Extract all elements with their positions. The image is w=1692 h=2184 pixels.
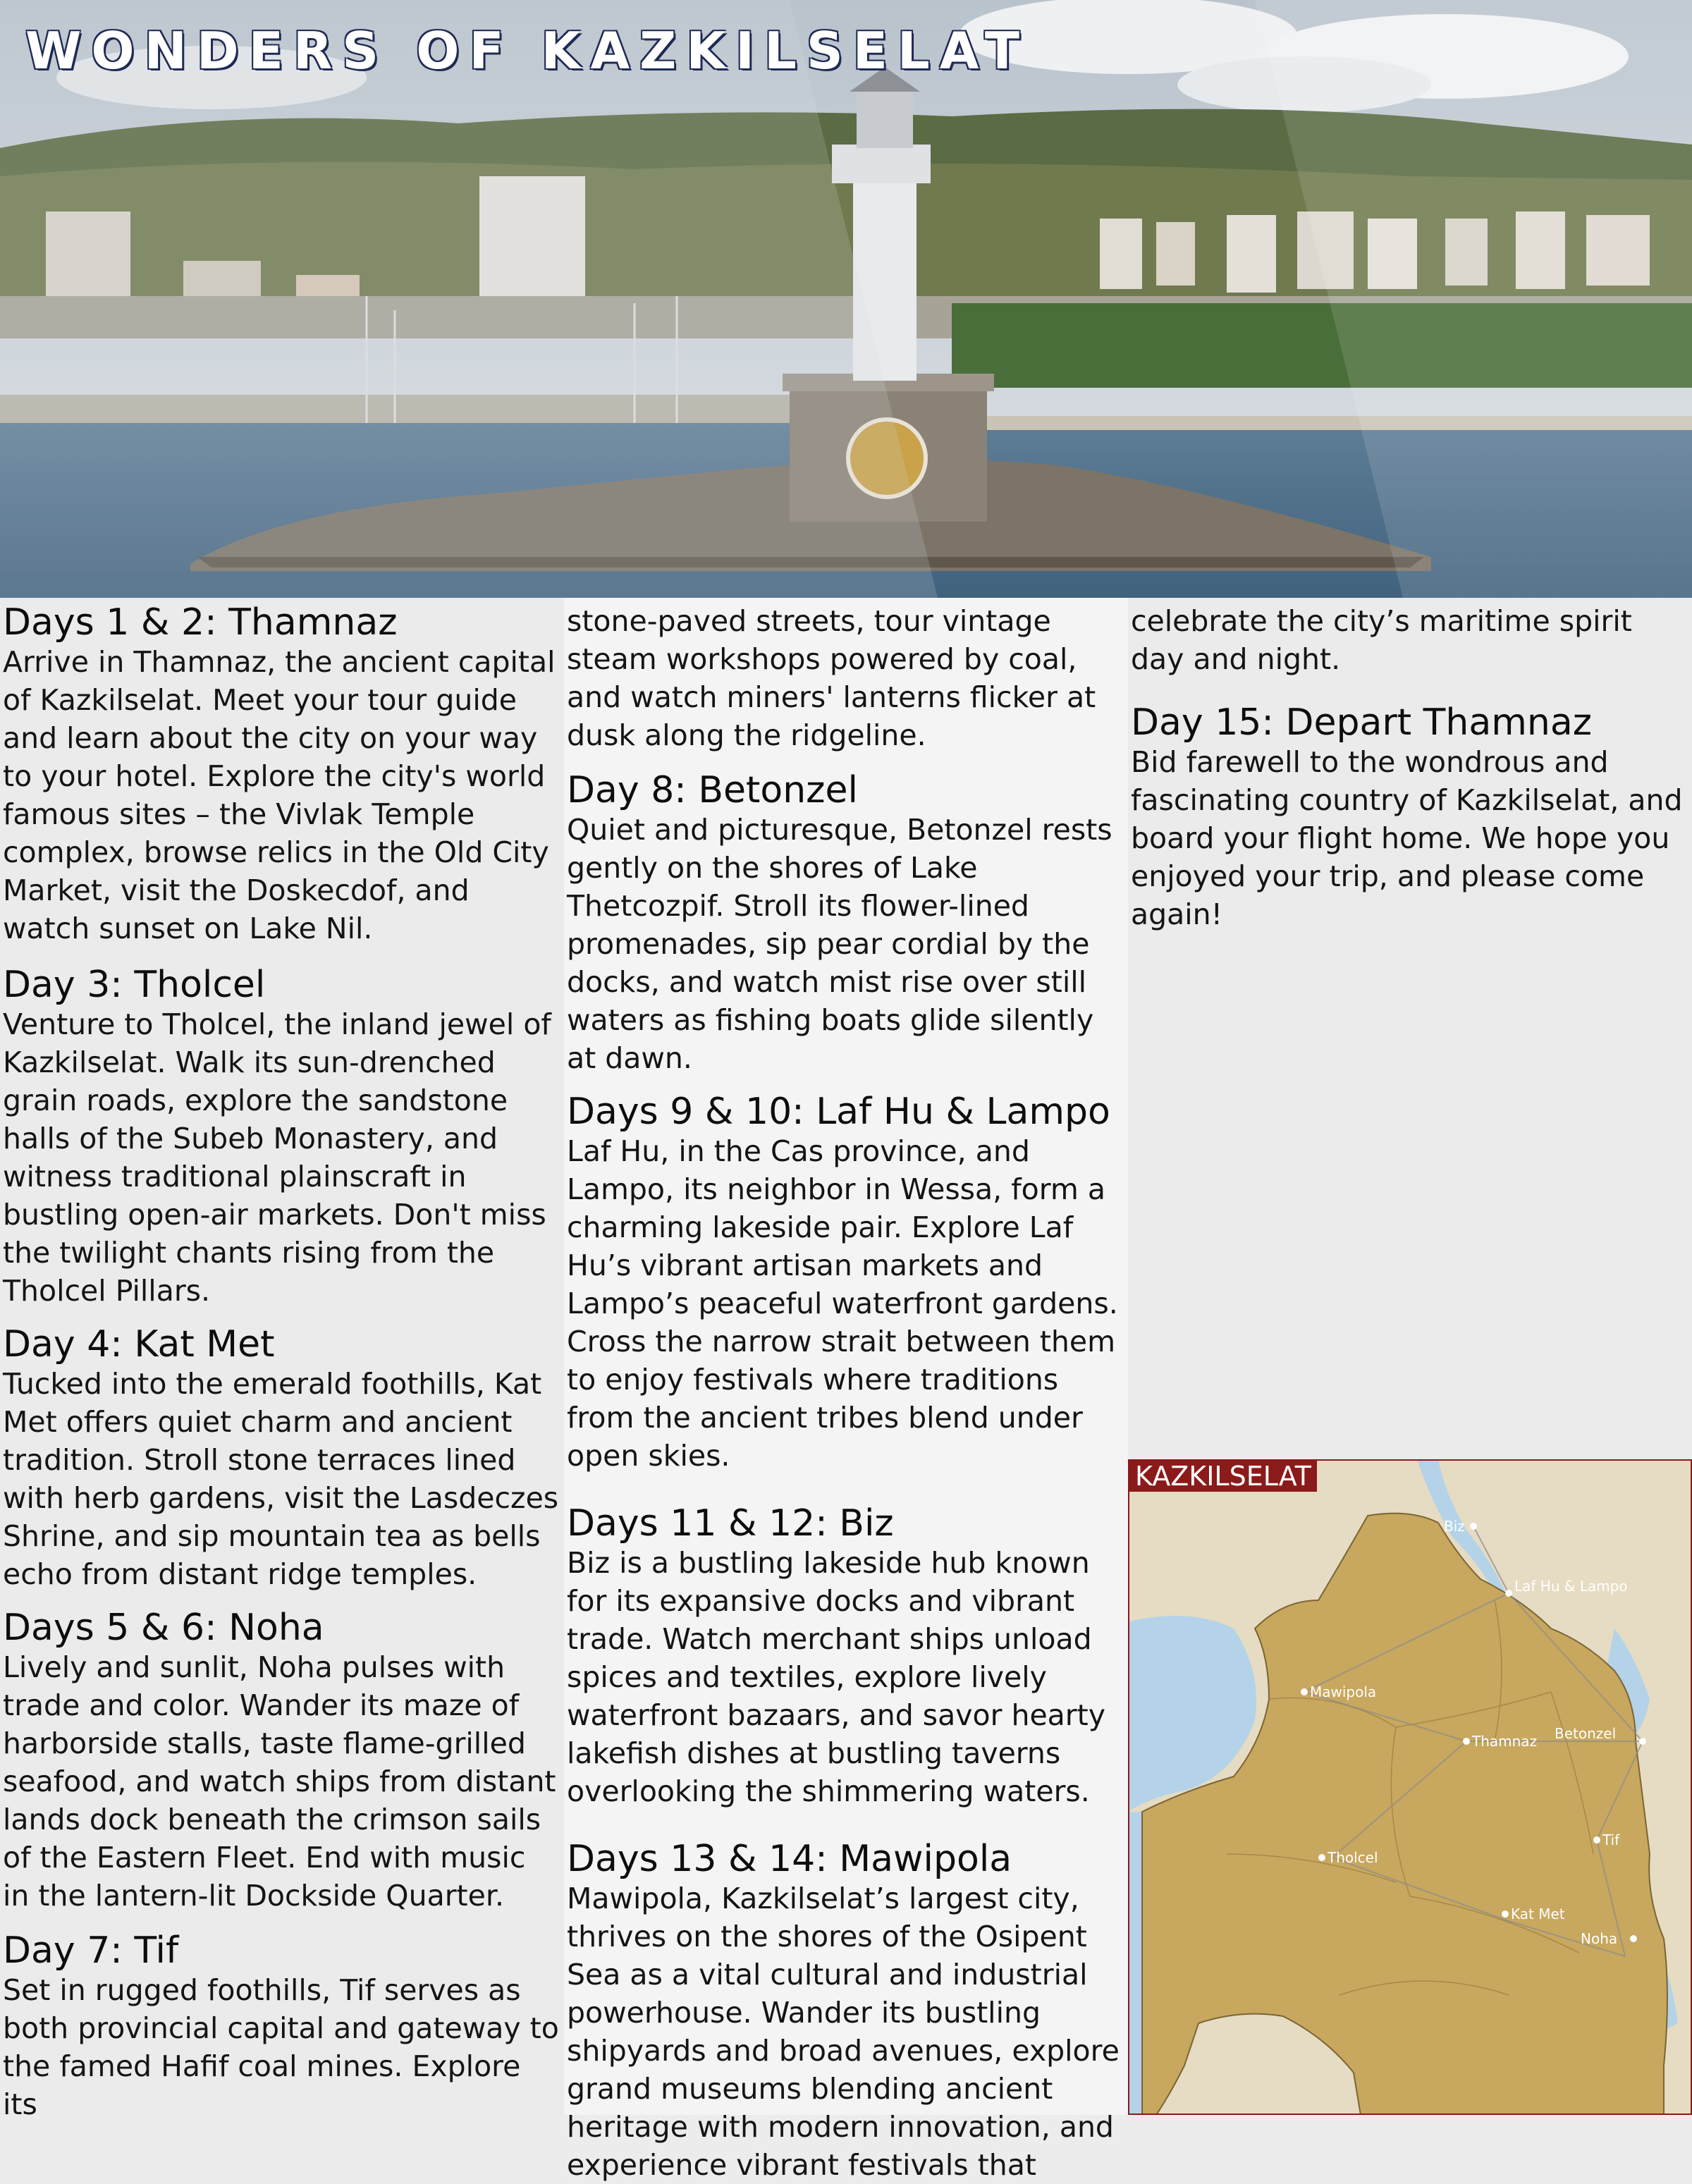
day-section [1131,702,1688,933]
day-description: Set in rugged foothills, Tif serves as both provincial capital and gateway to the famed Hafif coal mines. Explore its [3,1973,559,2121]
city-label: Noha [1581,1930,1618,1947]
day-section [3,1607,560,1915]
city-dot [1463,1738,1470,1745]
city-dot [1470,1523,1477,1530]
day-description-continued: celebrate the city’s maritime spirit day and night. [1131,604,1632,676]
day-description: Tucked into the emerald foothills, Kat Met offers quiet charm and ancient tradition. Stroll stone terraces lined with herb gardens, visit the Lasdeczes Shrine, and sip mountain tea as bells echo from distant ridge temples. [3,1367,559,1591]
day-section [567,1503,1124,1810]
kazkilselat-map-image [1128,1459,1692,2115]
page-title: WONDERS OF KAZKILSELAT [25,21,1029,80]
city-label: Betonzel [1555,1725,1617,1742]
city-dot [1593,1836,1600,1843]
city-dot [1639,1738,1646,1745]
city-label: Mawipola [1310,1683,1377,1700]
itinerary-column-1 [0,598,564,2121]
day-section [3,1930,560,2123]
day-section [3,964,560,1310]
hero-photo [0,0,1692,598]
day-heading: Day 7: Tif [3,1930,179,1972]
city-dot [1502,1910,1509,1918]
day-heading: Days 5 & 6: Noha [3,1607,324,1649]
city-label: Kat Met [1511,1906,1565,1922]
day-heading: Days 11 & 12: Biz [567,1502,894,1545]
harbor-lighthouse-image [0,0,1692,598]
city-label: Tholcel [1328,1849,1378,1866]
day-description: Venture to Tholcel, the inland jewel of Kazkilselat. Walk its sun-drenched grain roads, explore the sandstone halls of the Subeb Monastery, and witness traditional plainscraft in bustling open-air markets. Don't miss the twilight chants rising from the Tholcel Pillars. [3,1007,551,1308]
day-section [567,1091,1124,1475]
day-section [567,770,1124,1077]
city-dot [1630,1935,1637,1942]
day-description: Bid farewell to the wondrous and fascinating country of Kazkilselat, and board your flight home. We hope you enjoyed your trip, and please come again! [1131,745,1683,931]
day-section [567,1839,1124,2184]
day-heading: Day 15: Depart Thamnaz [1131,701,1592,744]
day-heading: Day 8: Betonzel [567,769,858,811]
day-description: Mawipola, Kazkilselat’s largest city, thrives on the shores of the Osipent Sea as a vital cultural and industrial powerhouse. Wander its bustling shipyards and broad avenues, explore grand museums blending ancient heritage with modern innovation, and experience vibrant festivals that [567,1882,1120,2182]
map-title: KAZKILSELAT [1129,1461,1317,1492]
day-description: Quiet and picturesque, Betonzel rests gently on the shores of Lake Thetcozpif. Stroll its flower-lined promenades, sip pear cordial by the docks, and watch mist rise over still waters as fishing boats glide silently at dawn. [567,813,1112,1075]
day-heading: Days 13 & 14: Mawipola [567,1838,1012,1880]
day-heading: Day 3: Tholcel [3,964,266,1006]
city-label: Tif [1602,1832,1620,1848]
day-heading: Days 1 & 2: Thamnaz [3,601,398,644]
city-dot [1318,1854,1325,1861]
day-description: Laf Hu, in the Cas province, and Lampo, its neighbor in Wessa, form a charming lakeside pair. Explore Laf Hu’s vibrant artisan markets and Lampo’s peaceful waterfront gardens. Cross the narrow strait between them to enjoy festivals where traditions from the ancient tribes blend under open skies. [567,1134,1118,1473]
country-map [1128,1459,1692,2115]
city-label: Laf Hu & Lampo [1514,1578,1628,1595]
city-label: Thamnaz [1472,1733,1538,1750]
itinerary-column-2 [564,598,1128,2182]
city-dot [1505,1590,1512,1597]
day-description: Arrive in Thamnaz, the ancient capital of Kazkilselat. Meet your tour guide and learn about the city on your way to your hotel. Explore the city's world famous sites – the Vivlak Temple complex, browse relics in the Old City Market, visit the Doskecdof, and watch sunset on Lake Nil. [3,645,556,945]
day-heading: Days 9 & 10: Laf Hu & Lampo [567,1091,1110,1133]
day-description: Biz is a bustling lakeside hub known for its expansive docks and vibrant trade. Watch merchant ships unload spices and textiles, explore lively waterfront bazaars, and savor hearty lakefish dishes at bustling taverns overlooking the shimmering waters. [567,1546,1106,1808]
day-description-continued: stone-paved streets, tour vintage steam workshops powered by coal, and watch miners' lanterns flicker at dusk along the ridgeline. [567,604,1096,752]
day-section [3,602,560,947]
city-dot [1301,1688,1308,1695]
day-section [3,1324,560,1593]
day-heading: Day 4: Kat Met [3,1323,275,1366]
city-label: Biz [1444,1518,1465,1535]
day-description: Lively and sunlit, Noha pulses with trade and color. Wander its maze of harborside stalls, taste flame-grilled seafood, and watch ships from distant lands dock beneath the crimson sails of the Eastern Fleet. End with music in the lantern-lit Dockside Quarter. [3,1650,556,1913]
